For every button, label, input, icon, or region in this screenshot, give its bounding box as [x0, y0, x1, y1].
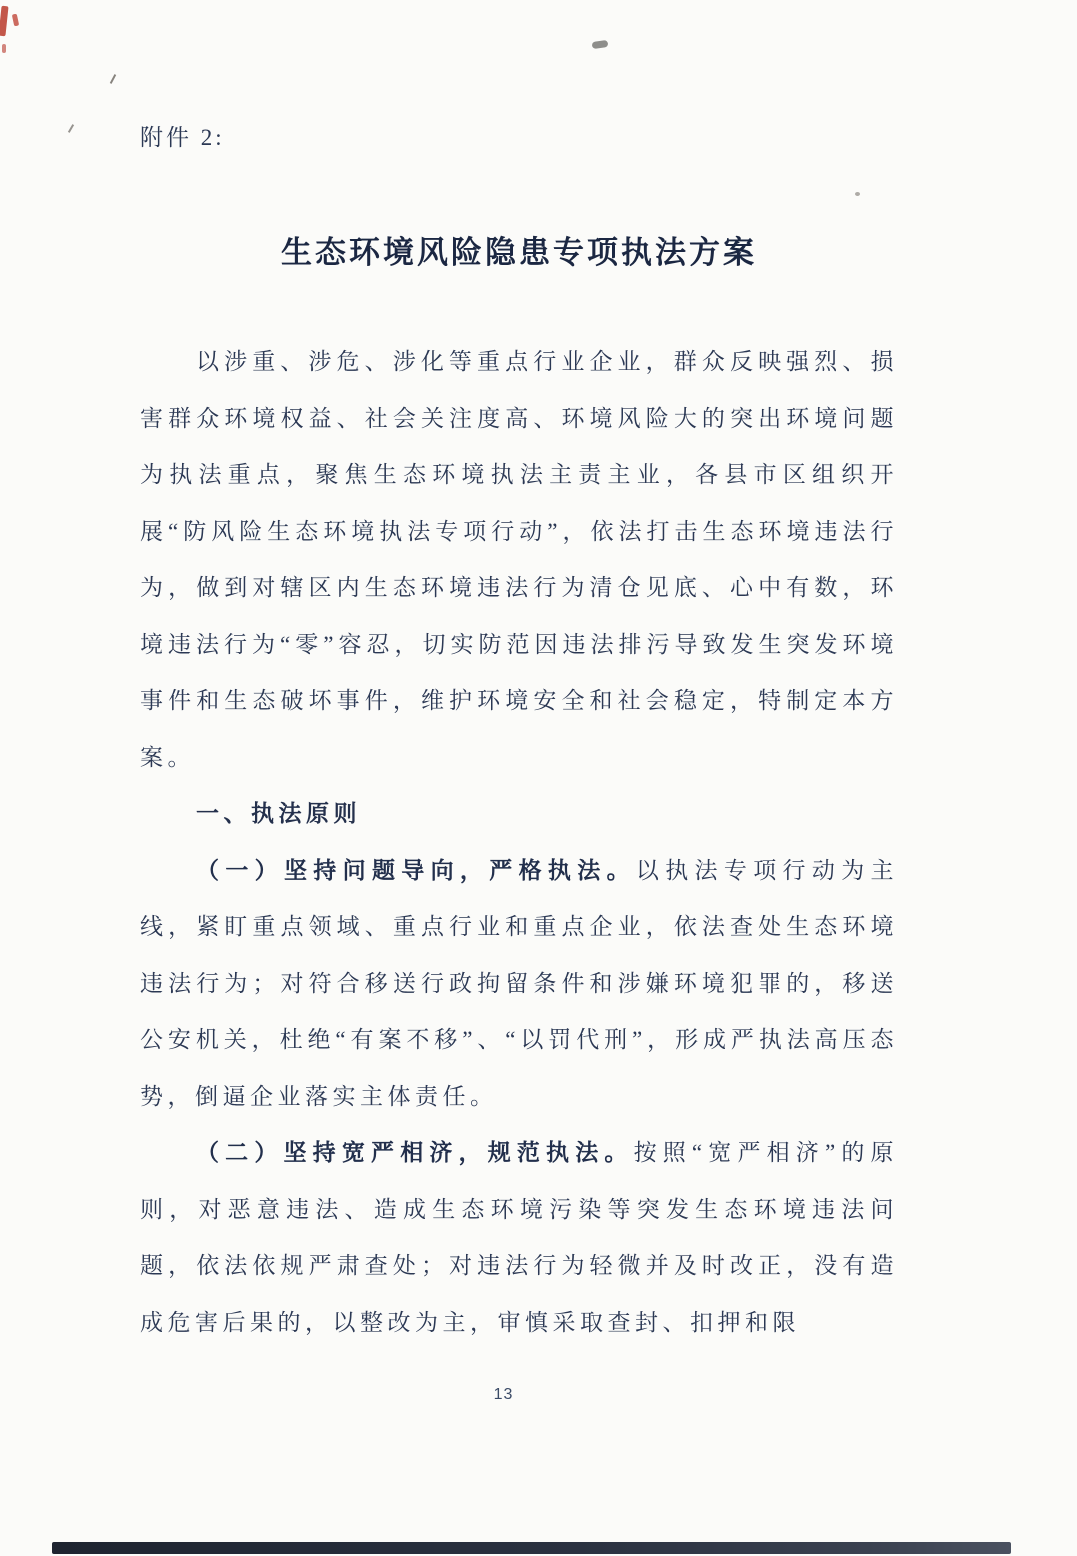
item-2-paragraph — [140, 1125, 898, 1351]
item-1-paragraph — [140, 843, 898, 1126]
intro-paragraph: 以涉重、涉危、涉化等重点行业企业，群众反映强烈、损害群众环境权益、社会关注度高、环境风险大的突出环境问题为执法重点，聚焦生态环境执法主责主业，各县市区组织开展“防风险生态环境执法专项行动”，依法打击生态环境违法行为，做到对辖区内生态环境违法行为清仓见底、心中有数，环境违法行为“零”容忍，切实防范因违法排污导致发生突发环境事件和生态破坏事件，维护环境安全和社会稳定，特制定本方案。 — [140, 349, 898, 770]
document-content — [140, 122, 898, 1351]
attachment-label: 附件 2: — [140, 125, 225, 150]
item-2-body-text: 按照“宽严相济”的原则，对恶意违法、造成生态环境污染等突发生态环境违法问题，依法依规严肃查处；对违法行为轻微并及时改正，没有造成危害后果的，以整改为主，审慎采取查封、扣押和限 — [140, 1140, 899, 1335]
item-1-lead-bold: （一）坚持问题导向，严格执法。 — [196, 857, 636, 883]
item-1-body-text: 以执法专项行动为主线，紧盯重点领域、重点行业和重点企业，依法查处生态环境违法行为；对符合移送行政拘留条件和涉嫌环境犯罪的，移送公安机关，杜绝“有案不移”、“以罚代刑”，形成严执法高压态势，倒逼企业落实主体责任。 — [140, 857, 899, 1109]
section-1-heading: 一、执法原则 — [196, 801, 361, 826]
scan-smudge-artifact — [592, 40, 609, 49]
red-edge-mark-artifact — [0, 6, 9, 37]
item-2-lead-bold: （二）坚持宽严相济，规范执法。 — [196, 1140, 634, 1165]
next-page-edge-artifact — [52, 1542, 1011, 1554]
scan-tick-artifact — [110, 74, 116, 84]
page-number: 13 — [493, 1386, 514, 1403]
red-edge-mark-artifact — [12, 14, 19, 27]
document-title: 生态环境风险隐患专项执法方案 — [281, 235, 757, 270]
red-edge-mark-artifact — [2, 44, 6, 53]
scan-tick-artifact — [68, 124, 74, 133]
